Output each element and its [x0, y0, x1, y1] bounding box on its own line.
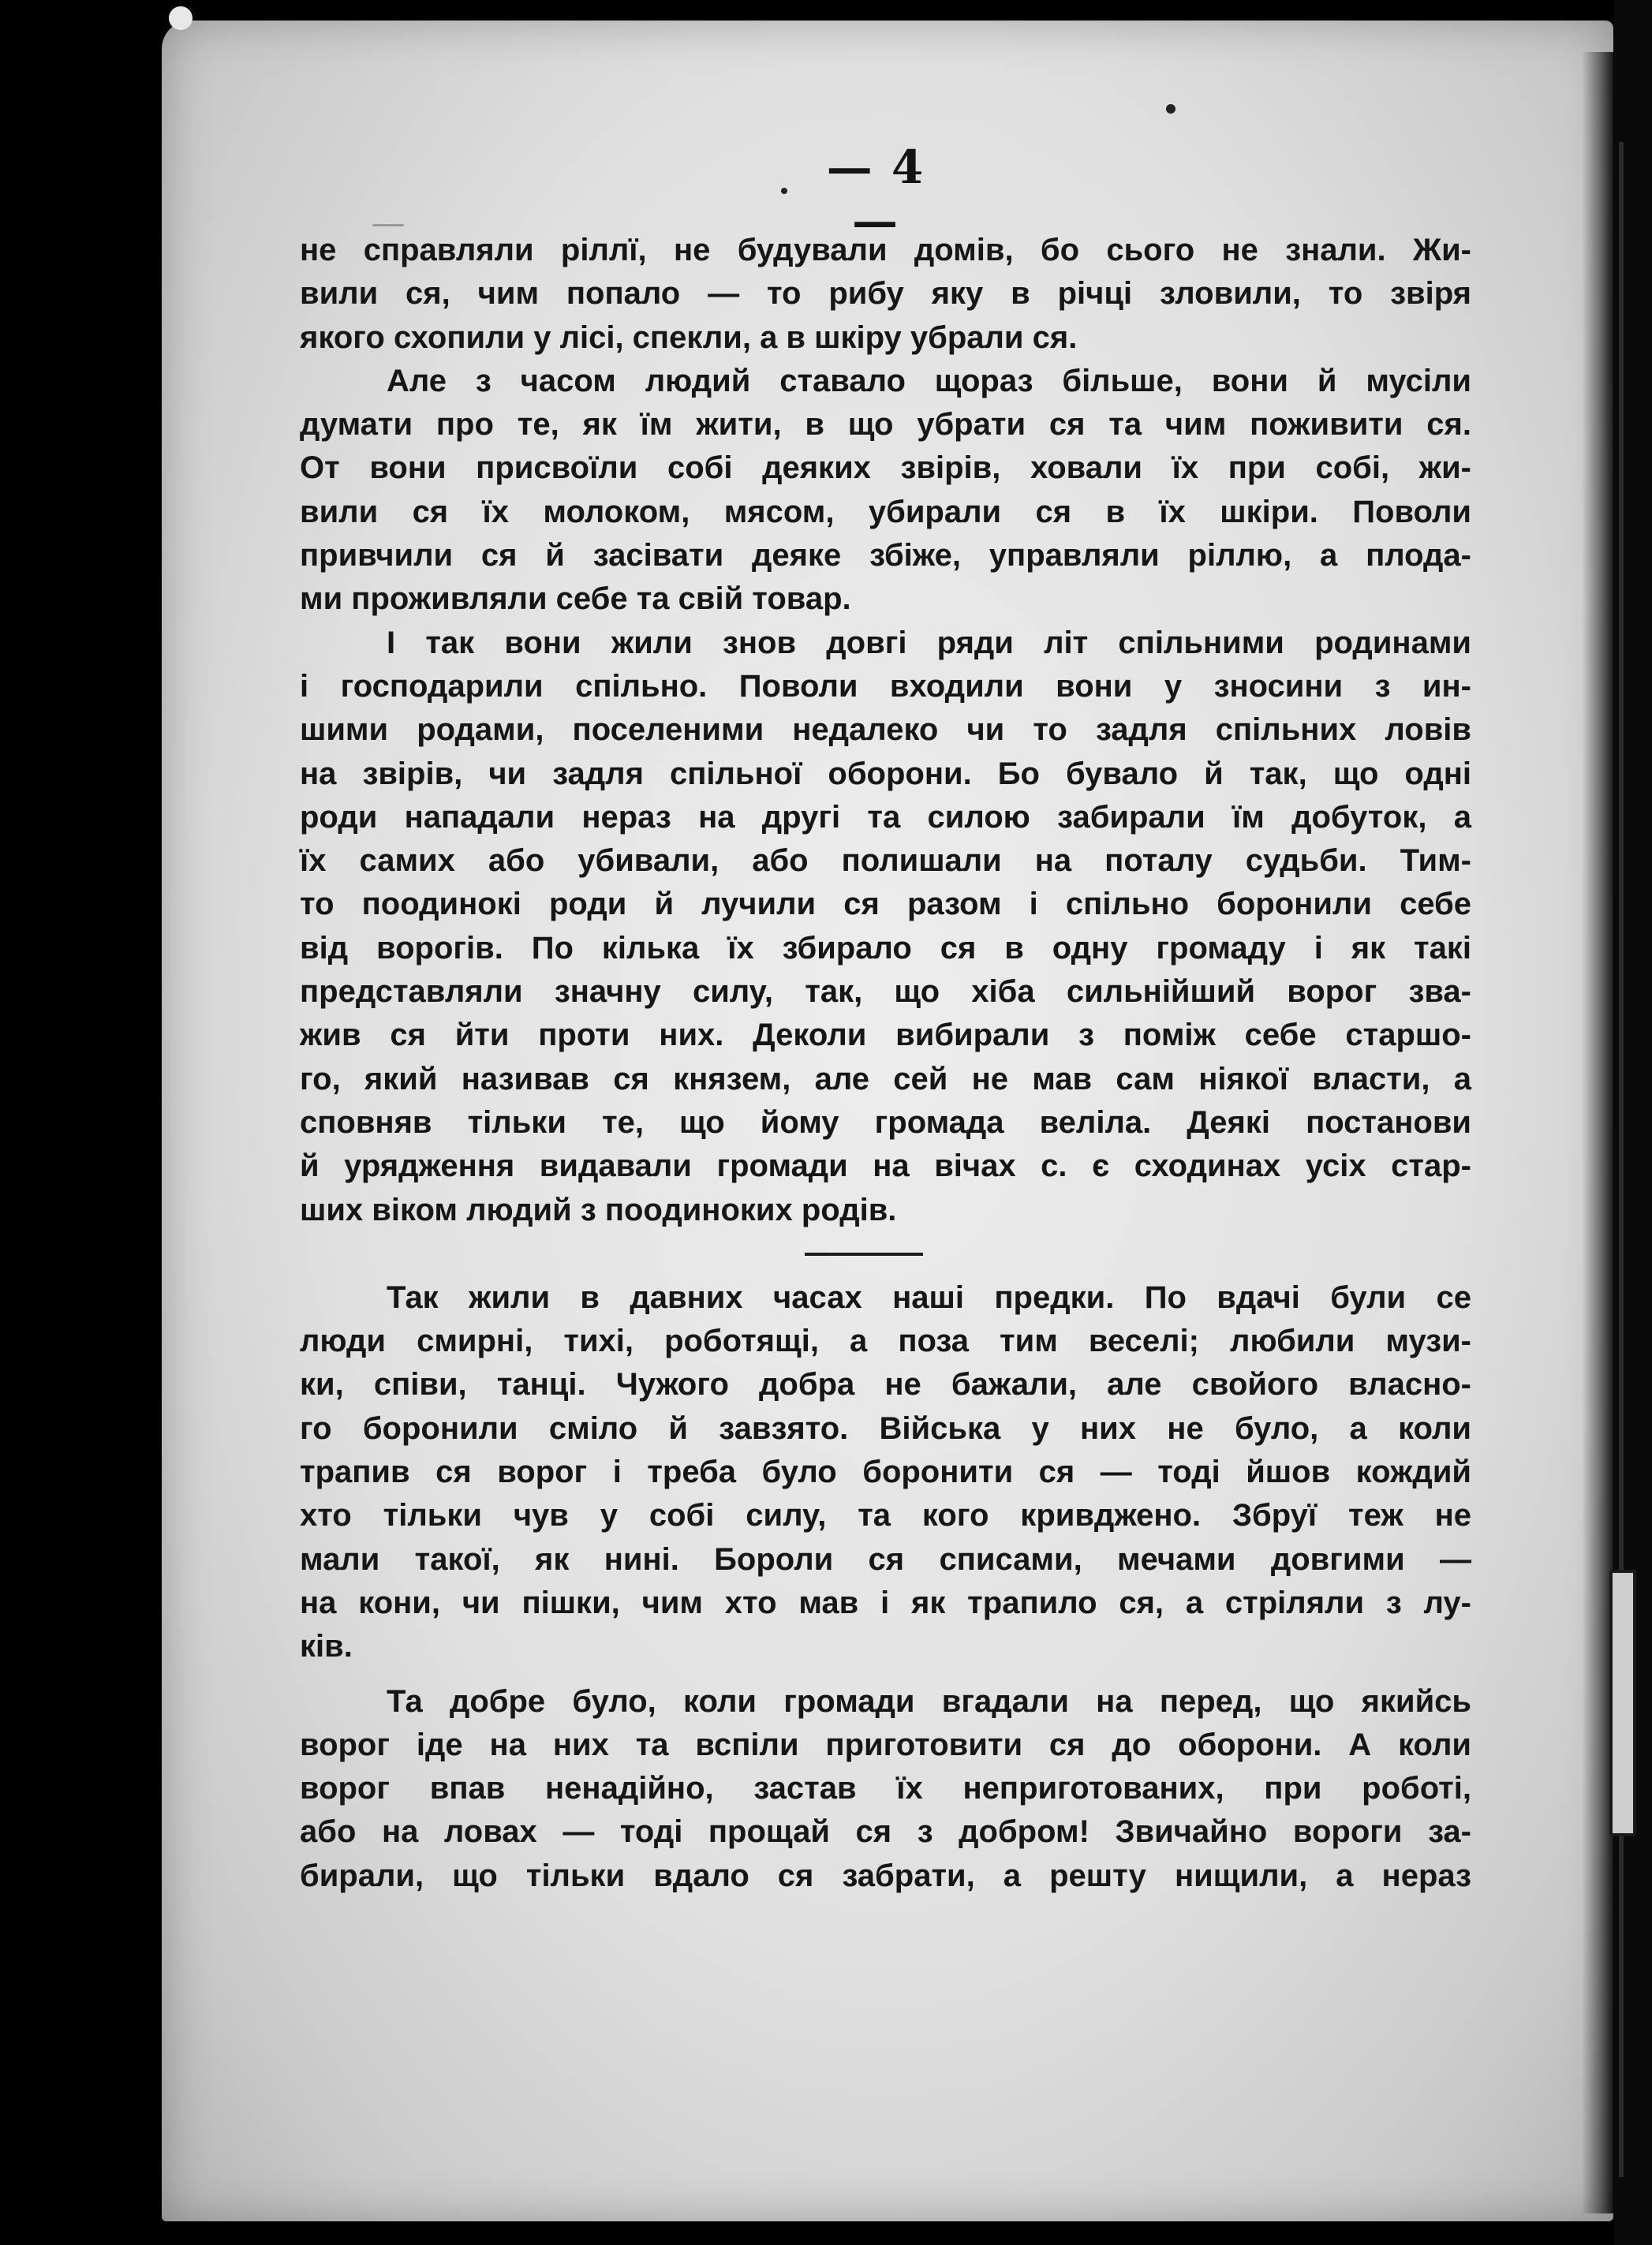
text-line: ворог іде на них та вспіли приготовити ся до оборони. А коли — [300, 1727, 1471, 1762]
scan-speck — [1166, 104, 1175, 114]
corner-hole-mark — [169, 6, 192, 30]
text-line: вили ся їх молоком, мясом, убирали ся в їх шкіри. Поволи — [300, 494, 1471, 529]
text-line: ки, співи, танці. Чужого добра не бажали, але свойого власно- — [300, 1367, 1471, 1403]
text-line: на звірів, чи задля спільної оборони. Бо бувало й так, що одні — [300, 756, 1471, 791]
text-line: Та добре було, коли громади вгадали на перед, що якийсь — [387, 1683, 1471, 1719]
text-line: на кони, чи пішки, чим хто мав і як трапило ся, а стріляли з лу- — [300, 1585, 1471, 1620]
text-line: хто тільки чув у собі силу, та кого кривджено. Збруї теж не — [300, 1498, 1471, 1533]
text-line: жив ся йти проти них. Деколи вибирали з поміж себе старшо- — [300, 1018, 1471, 1053]
spine-edge-line — [1619, 142, 1624, 2177]
text-line: сповняв тільки те, що йому громада веліла. Деякі постанови — [300, 1104, 1471, 1140]
scan-speck — [372, 224, 404, 226]
text-line: привчили ся й засівати деяке збіже, управляли ріллю, а плода- — [300, 538, 1471, 573]
paragraph-gap — [300, 1669, 1471, 1680]
text-line: якого схопили у лісі, спекли, а в шкіру убрали ся. — [300, 319, 1078, 355]
text-line: ми проживляли себе та свій товар. — [300, 581, 851, 617]
text-line: ків. — [300, 1629, 353, 1664]
text-line: й урядження видавали громади на вічах с. є сходинах усіх стар- — [300, 1149, 1471, 1184]
text-line: то поодинокі роди й лучили ся разом і спільно боронили себе — [300, 887, 1471, 922]
text-line: не справляли ріллї, не будували домів, бо сього не знали. Жи- — [300, 233, 1471, 267]
text-line: або на ловах — тоді прощай ся з добром! Звичайно вороги за- — [300, 1814, 1471, 1850]
text-line: От вони присвоїли собі деяких звірів, ховали їх при собі, жи- — [300, 450, 1471, 486]
section-divider-rule — [300, 1232, 1471, 1276]
text-line: від ворогів. По кілька їх збирало ся в одну громаду і як такі — [300, 930, 1471, 966]
text-line: представляли значну силу, так, що хіба сильнійший ворог зва- — [300, 974, 1471, 1010]
text-line: ворог впав ненадійно, застав їх неприготованих, при роботі, — [300, 1771, 1471, 1806]
page-number: — 4 — — [826, 140, 925, 248]
page-body-text — [300, 229, 1471, 1898]
text-line: го боронили сміло й завзято. Війська у них не було, а коли — [300, 1410, 1471, 1446]
text-line: мали такої, як нині. Бороли ся списами, мечами довгими — — [300, 1541, 1471, 1577]
text-line: Але з часом людий ставало щораз більше, вони й мусіли — [387, 363, 1471, 398]
text-line: го, який називав ся князем, але сей не мав сам ніякої власти, а — [300, 1061, 1471, 1096]
text-line: і господарили спільно. Поволи входили вони у зносини з ин- — [300, 668, 1471, 704]
text-line: люди смирні, тихі, роботящі, а поза тим веселі; любили музи- — [300, 1324, 1471, 1359]
text-line: бирали, що тільки вдало ся забрати, а решту нищили, а нераз — [300, 1858, 1471, 1893]
text-line: їх самих або убивали, або полишали на поталу судьби. Тим- — [300, 843, 1471, 879]
scan-speck — [781, 188, 787, 194]
text-line: І так вони жили знов довгі ряди літ спільними родинами — [387, 625, 1471, 660]
text-line: шими родами, поселеними недалеко чи то задля спільних ловів — [300, 712, 1471, 748]
text-line: трапив ся ворог і треба було боронити ся — тоді йшов кождий — [300, 1455, 1471, 1490]
text-line: вили ся, чим попало — то рибу яку в річці зловили, то звіря — [300, 276, 1471, 312]
text-line: ших віком людий з поодиноких родів. — [300, 1192, 897, 1227]
text-line: роди нападали нераз на другі та силою забирали їм добуток, а — [300, 799, 1471, 835]
binding-clip-mark — [1609, 1570, 1636, 1836]
text-line: думати про те, як їм жити, в що убрати ся та чим поживити ся. — [300, 407, 1471, 443]
text-line: Так жили в давних часах наші предки. По вдачі були се — [387, 1279, 1471, 1315]
